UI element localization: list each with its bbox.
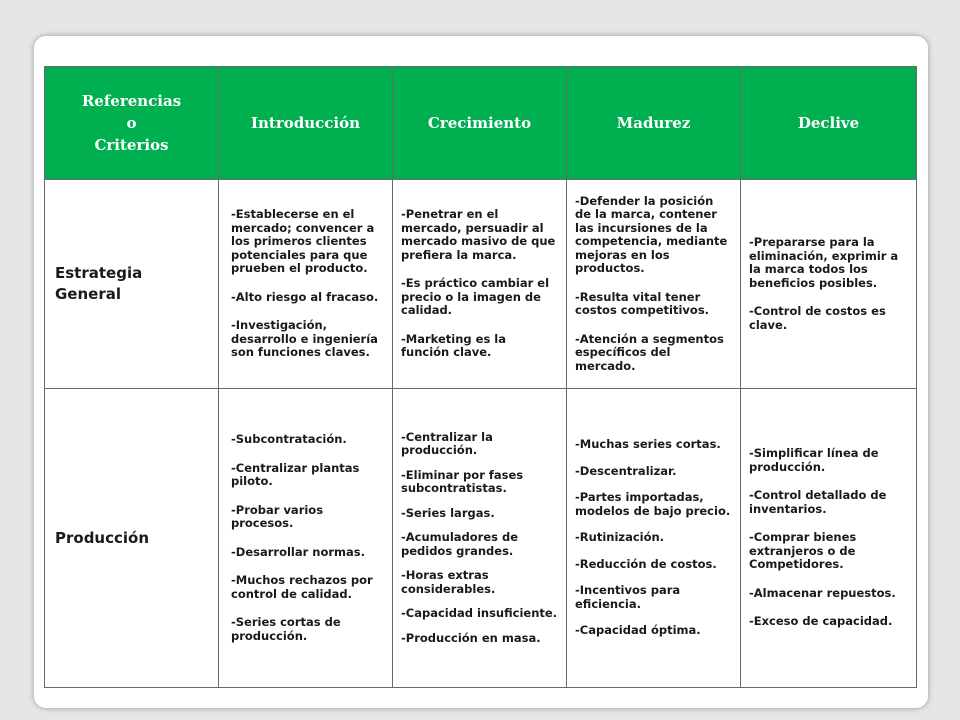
- list-item: -Producción en masa.: [401, 630, 541, 645]
- row-label-line: Estrategia: [55, 264, 143, 282]
- header-introduccion: Introducción: [219, 67, 393, 180]
- cell-estrategia-introduccion: [219, 180, 393, 389]
- cell-estrategia-crecimiento: [393, 180, 567, 389]
- header-criteria-line: o: [126, 114, 137, 132]
- row-label-estrategia: [45, 180, 219, 389]
- header-criteria-line: Referencias: [81, 92, 182, 110]
- list-item: -Series cortas de producción.: [231, 615, 341, 643]
- list-item: -Capacidad óptima.: [575, 623, 701, 638]
- list-item: -Muchas series cortas.: [575, 437, 721, 452]
- list-item: -Es práctico cambiar el precio o la imagen de calidad.: [401, 276, 550, 318]
- list-item: -Control detallado de inventarios.: [749, 488, 887, 516]
- cell-produccion-introduccion: [219, 389, 393, 688]
- list-item: -Alto riesgo al fracaso.: [231, 289, 379, 304]
- list-item: -Horas extras considerables.: [401, 568, 496, 596]
- header-crecimiento: Crecimiento: [393, 67, 567, 180]
- list-item: -Control de costos es clave.: [749, 304, 886, 332]
- list-item: -Reducción de costos.: [575, 556, 717, 571]
- list-item: -Acumuladores de pedidos grandes.: [401, 530, 519, 558]
- list-item: -Atención a segmentos específicos del mercado.: [575, 331, 724, 373]
- list-item: -Establecerse en el mercado; convencer a los primeros clientes potenciales para que prueben el producto.: [231, 207, 375, 276]
- header-criteria: [45, 67, 219, 180]
- list-item: -Desarrollar normas.: [231, 544, 366, 559]
- header-row: [45, 67, 917, 180]
- list-item: -Defender la posición de la marca, contener las incursiones de la competencia, mediante mejoras en los productos.: [575, 193, 728, 276]
- list-item: -Capacidad insuficiente.: [401, 606, 558, 621]
- product-lifecycle-table: [44, 66, 917, 688]
- list-item: -Centralizar plantas piloto.: [231, 460, 360, 488]
- list-item: -Subcontratación.: [231, 432, 347, 446]
- list-item: -Prepararse para la eliminación, exprimir a la marca todos los beneficios posibles.: [749, 235, 899, 290]
- list-item: -Simplificar línea de producción.: [749, 446, 879, 474]
- list-item: -Probar varios procesos.: [231, 502, 324, 530]
- cell-produccion-crecimiento: [393, 389, 567, 688]
- list-item: -Partes importadas, modelos de bajo precio.: [575, 490, 731, 518]
- list-item: -Comprar bienes extranjeros o de Competidores.: [749, 530, 857, 572]
- header-madurez: Madurez: [567, 67, 741, 180]
- list-item: -Descentralizar.: [575, 463, 677, 478]
- list-item: -Almacenar repuestos.: [749, 585, 896, 600]
- list-item: -Rutinización.: [575, 530, 665, 545]
- cell-produccion-madurez: [567, 389, 741, 688]
- list-item: -Penetrar en el mercado, persuadir al mercado masivo de que prefiera la marca.: [401, 207, 556, 262]
- list-item: -Incentivos para eficiencia.: [575, 583, 681, 611]
- row-label-line: General: [55, 285, 121, 303]
- header-declive: Declive: [741, 67, 917, 180]
- list-item: -Eliminar por fases subcontratistas.: [401, 467, 524, 496]
- list-item: -Exceso de capacidad.: [749, 614, 893, 629]
- cell-produccion-declive: [741, 389, 917, 688]
- list-item: -Muchos rechazos por control de calidad.: [231, 573, 373, 601]
- list-item: -Resulta vital tener costos competitivos.: [575, 289, 710, 318]
- table-row-estrategia: [45, 180, 917, 389]
- list-item: -Marketing es la función clave.: [401, 331, 506, 360]
- row-label-produccion: Producción: [45, 389, 219, 688]
- list-item: -Investigación, desarrollo e ingeniería son funciones claves.: [231, 318, 378, 360]
- table-row-produccion: [45, 389, 917, 688]
- cell-estrategia-declive: [741, 180, 917, 389]
- list-item: -Series largas.: [401, 505, 495, 520]
- cell-estrategia-madurez: [567, 180, 741, 389]
- list-item: -Centralizar la producción.: [401, 429, 493, 458]
- header-criteria-line: Criterios: [94, 136, 169, 154]
